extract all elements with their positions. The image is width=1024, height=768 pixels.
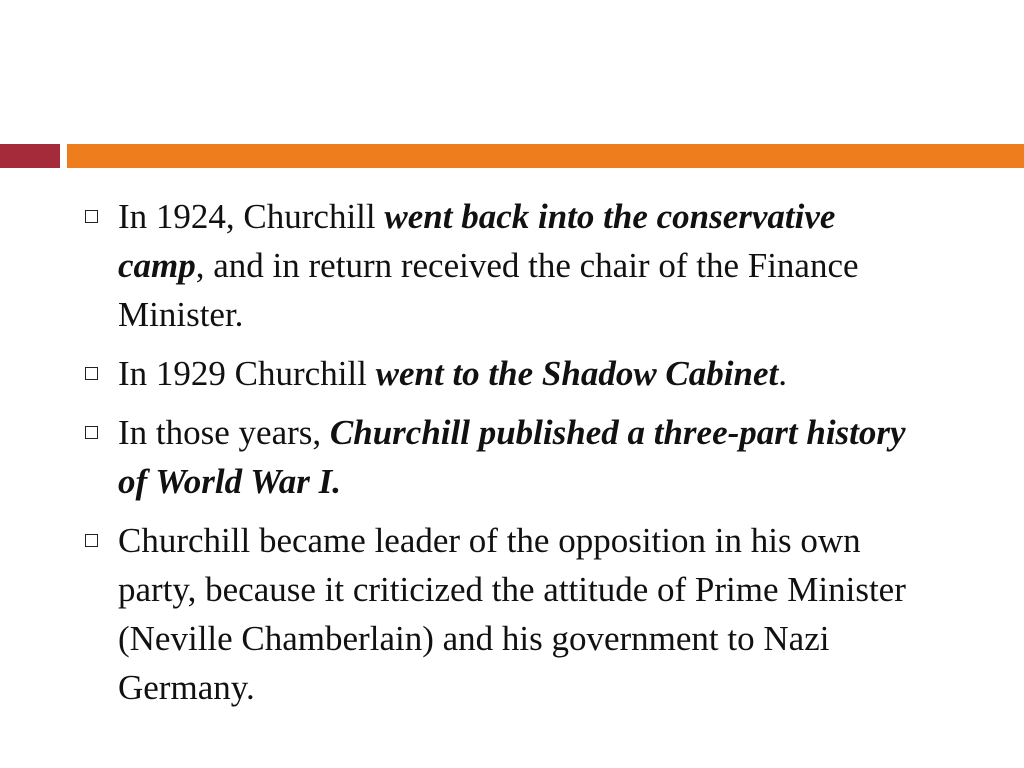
bullet-list xyxy=(0,192,1024,722)
bullet-text: . xyxy=(778,354,787,393)
bullet-item xyxy=(0,516,1024,712)
square-bullet-icon xyxy=(85,426,98,439)
accent-bar-right xyxy=(67,144,1024,168)
square-bullet-icon xyxy=(85,534,98,547)
bullet-item xyxy=(0,408,1024,506)
bullet-text: In those years, xyxy=(118,413,330,452)
bullet-text: Churchill became leader of the opposition in his own party, because it criticized the attitude of Prime Minister (Neville Chamberlain) and his government to Nazi Germany. xyxy=(118,521,906,707)
square-bullet-icon xyxy=(85,210,98,223)
bullet-emphasis: went to the Shadow Cabinet xyxy=(375,354,779,393)
accent-bar-left xyxy=(0,144,60,168)
bullet-text: In 1929 Churchill xyxy=(118,354,376,393)
bullet-text: In 1924, Churchill xyxy=(118,197,385,236)
square-bullet-icon xyxy=(85,367,98,380)
bullet-item xyxy=(0,349,1024,398)
bullet-emphasis: went back into the conservative camp xyxy=(118,197,836,285)
bullet-item xyxy=(0,192,1024,339)
bullet-emphasis: Churchill published a three-part history of World War I. xyxy=(118,413,906,501)
bullet-text: , and in return received the chair of the Finance Minister. xyxy=(118,246,859,334)
